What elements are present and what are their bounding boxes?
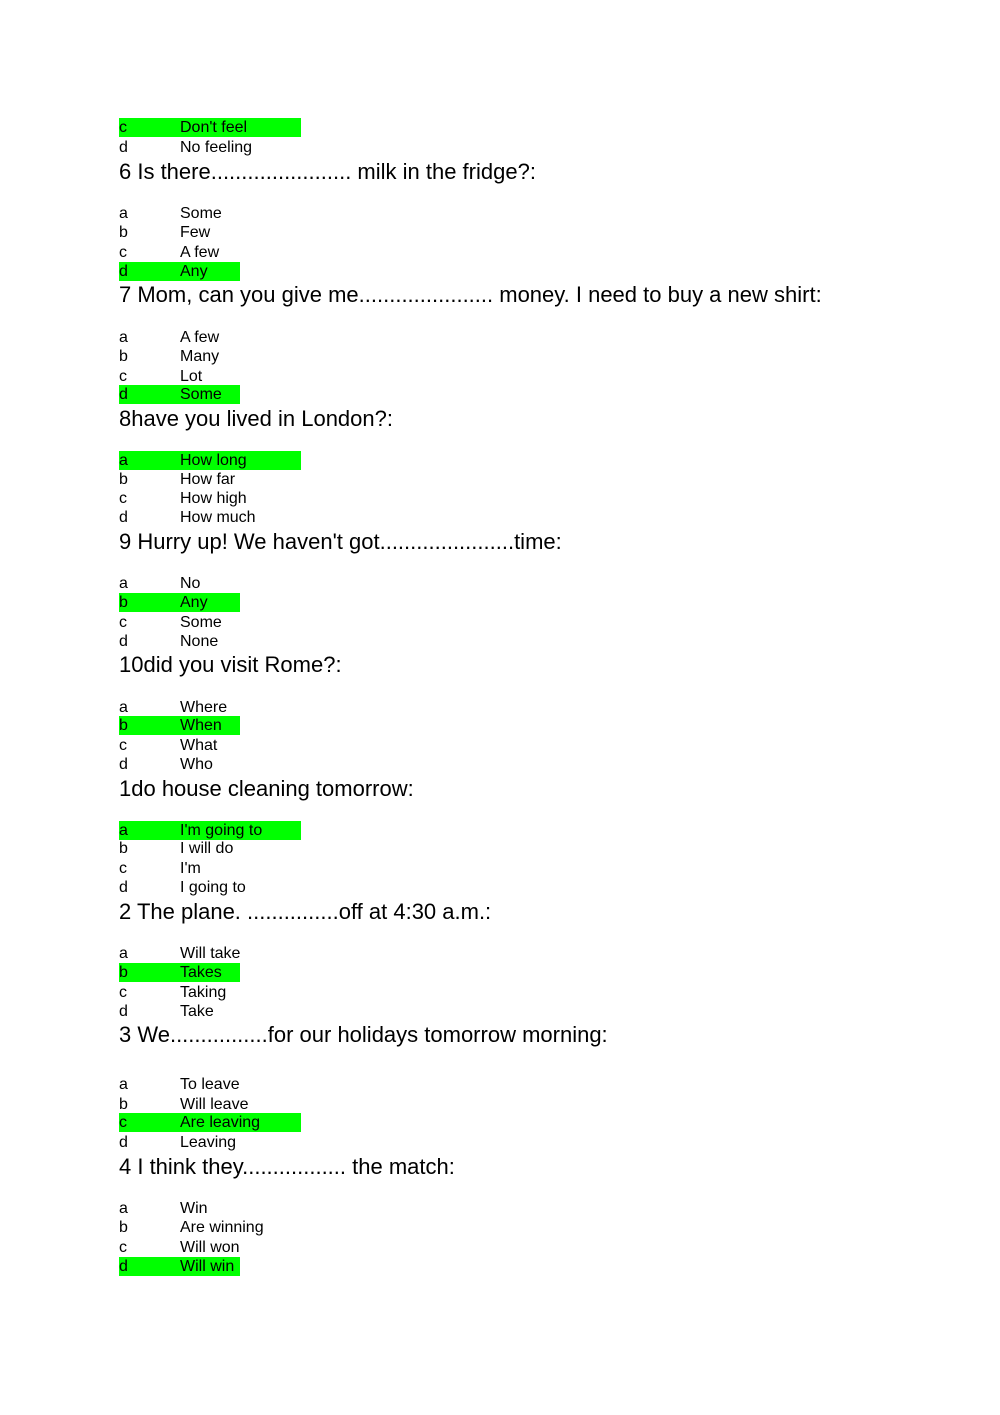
option-text: Some [180, 205, 222, 222]
option-text: How much [180, 509, 256, 526]
option-letter: d [119, 633, 128, 650]
option-letter: c [119, 860, 127, 877]
option-letter: d [119, 879, 128, 896]
option-letter: b [119, 964, 128, 981]
option-text: What [180, 737, 218, 754]
option-text: Will take [180, 945, 241, 962]
question-text: 9 Hurry up! We haven't got......................time: [119, 529, 562, 554]
option-text: Will leave [180, 1096, 249, 1113]
question-text: 1do house cleaning tomorrow: [119, 776, 414, 801]
option-letter: d [119, 386, 128, 403]
option-text: I going to [180, 879, 246, 896]
option-letter: a [119, 1200, 128, 1217]
option-text: Any [180, 263, 208, 280]
option-letter: c [119, 984, 127, 1001]
option-text: Who [180, 756, 213, 773]
option-letter: a [119, 329, 128, 346]
option-letter: b [119, 224, 128, 241]
option-letter: a [119, 945, 128, 962]
option-text: Some [180, 614, 222, 631]
answer-option-highlighted [119, 821, 301, 840]
option-letter: a [119, 822, 128, 839]
option-text: Leaving [180, 1134, 237, 1151]
option-letter: a [119, 205, 128, 222]
option-letter: c [119, 119, 127, 136]
question-text: 6 Is there....................... milk in the fridge?: [119, 159, 536, 184]
option-letter: b [119, 1096, 128, 1113]
option-letter: b [119, 594, 128, 611]
option-text: Will win [180, 1258, 235, 1275]
option-text: Lot [180, 368, 203, 385]
option-letter: a [119, 452, 128, 469]
option-letter: d [119, 263, 128, 280]
option-text: I will do [180, 840, 234, 857]
option-text: Few [180, 224, 211, 241]
answer-option-highlighted [119, 1113, 301, 1132]
option-text: A few [180, 329, 220, 346]
option-text: Are winning [180, 1219, 264, 1236]
option-letter: a [119, 699, 128, 716]
option-letter: d [119, 139, 128, 156]
option-text: Win [180, 1200, 208, 1217]
option-letter: b [119, 840, 128, 857]
option-text: Will won [180, 1239, 240, 1256]
question-text: 8have you lived in London?: [119, 406, 393, 431]
option-letter: d [119, 756, 128, 773]
option-letter: b [119, 1219, 128, 1236]
option-letter: b [119, 717, 128, 734]
option-letter: a [119, 575, 128, 592]
option-text: Many [180, 348, 220, 365]
option-letter: c [119, 1239, 127, 1256]
option-letter: c [119, 244, 127, 261]
option-text: Some [180, 386, 222, 403]
option-text: No [180, 575, 201, 592]
option-text: Where [180, 699, 228, 716]
option-text: To leave [180, 1076, 240, 1093]
option-letter: c [119, 1114, 127, 1131]
option-letter: a [119, 1076, 128, 1093]
answer-option-highlighted [119, 385, 240, 404]
option-letter: d [119, 1003, 128, 1020]
option-text: Any [180, 594, 208, 611]
answer-option-highlighted [119, 593, 240, 612]
option-text: Take [180, 1003, 214, 1020]
answer-option-highlighted [119, 262, 240, 281]
answer-option-highlighted [119, 716, 240, 735]
option-text: How long [180, 452, 247, 469]
option-letter: b [119, 348, 128, 365]
answer-option-highlighted [119, 451, 301, 470]
option-letter: d [119, 509, 128, 526]
answer-option-highlighted [119, 118, 301, 137]
option-text: Taking [180, 984, 227, 1001]
question-text: 3 We................for our holidays tomorrow morning: [119, 1022, 608, 1047]
question-text: 4 I think they................. the match: [119, 1154, 455, 1179]
question-text: 10did you visit Rome?: [119, 652, 342, 677]
option-letter: b [119, 471, 128, 488]
question-text: 2 The plane. ...............off at 4:30 a.m.: [119, 899, 492, 924]
answer-option-highlighted [119, 1257, 240, 1276]
option-text: A few [180, 244, 220, 261]
option-letter: d [119, 1258, 128, 1275]
option-text: No feeling [180, 139, 253, 156]
option-text: How high [180, 490, 247, 507]
option-letter: c [119, 614, 127, 631]
option-text: Don't feel [180, 119, 248, 136]
option-text: I'm [180, 860, 201, 877]
option-letter: c [119, 490, 127, 507]
question-text: 7 Mom, can you give me...................... money. I need to buy a new shirt: [119, 282, 822, 307]
option-text: Are leaving [180, 1114, 261, 1131]
option-text: None [180, 633, 219, 650]
option-letter: d [119, 1134, 128, 1151]
option-letter: c [119, 368, 127, 385]
option-letter: c [119, 737, 127, 754]
option-text: I'm going to [180, 822, 263, 839]
option-text: Takes [180, 964, 222, 981]
option-text: How far [180, 471, 236, 488]
option-text: When [180, 717, 222, 734]
answer-option-highlighted [119, 963, 240, 982]
